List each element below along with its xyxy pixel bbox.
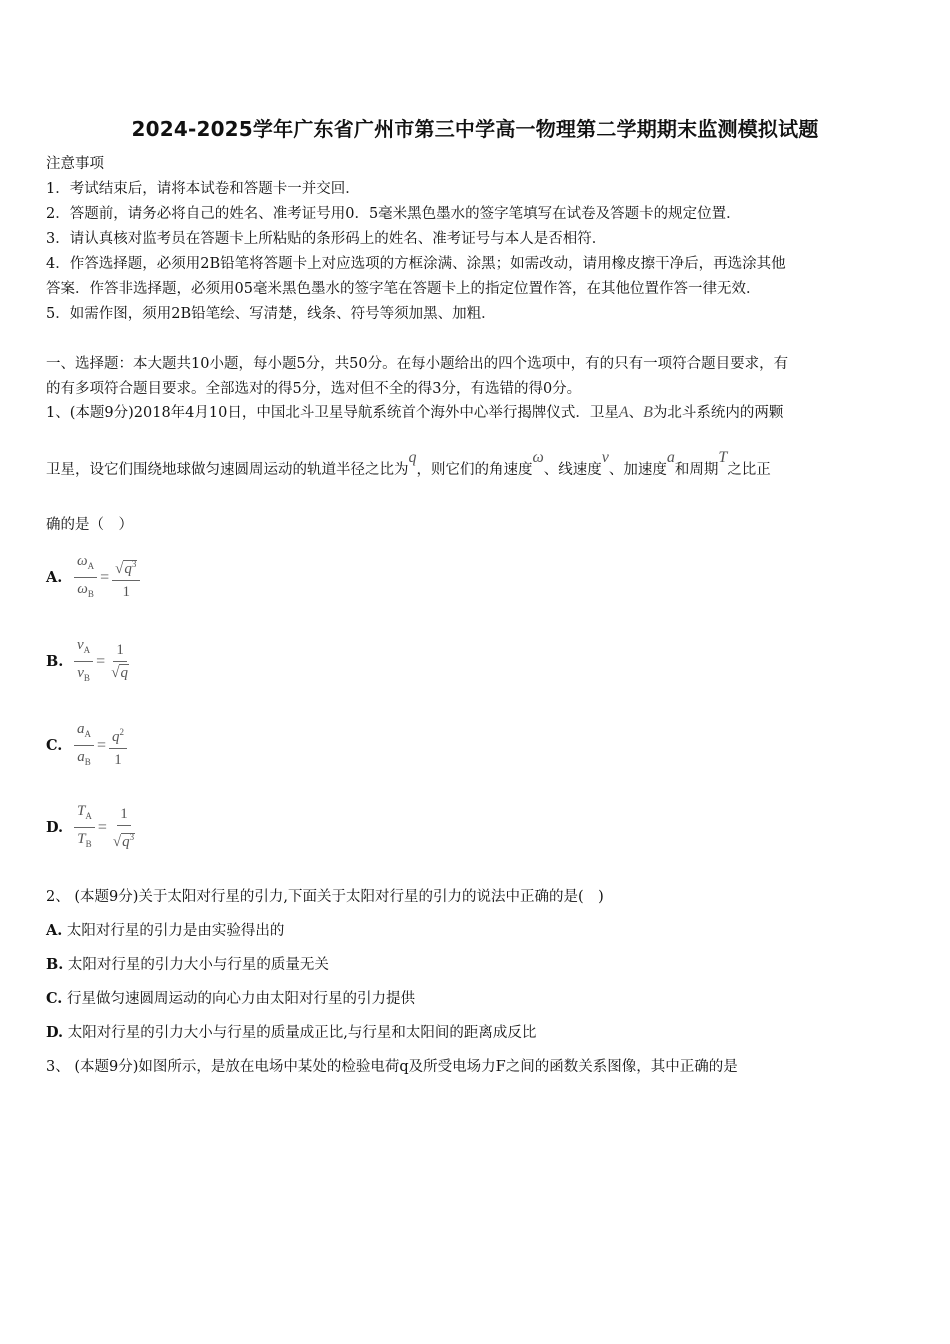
option-label: A. [46, 569, 63, 586]
question-1-stem-line-2 [46, 449, 771, 479]
formula-lhs: $\frac{a_A}{a_B}$ [74, 720, 94, 771]
option-label: D. [46, 819, 64, 836]
question-3-stem: 3、 (本题9分)如图所示，是放在电场中某处的检验电荷q及所受电场力F之间的函数关系图像，其中正确的是 [46, 1059, 738, 1075]
notice-item-1: 1．考试结束后，请将本试卷和答题卡一并交回． [46, 181, 360, 197]
formula-lhs: $\frac{T_A}{T_B}$ [74, 802, 95, 853]
notice-item-3: 3．请认真核对监考员在答题卡上所粘贴的条形码上的姓名、准考证号与本人是否相符． [46, 231, 607, 247]
formula-rhs: $\frac{1}{√q^3}$ [112, 805, 135, 850]
var-q: q [408, 449, 417, 466]
notice-item-5: 5．如需作图，须用2B铅笔绘、写清楚，线条、符号等须加黑、加粗． [46, 306, 496, 322]
option-text: 太阳对行星的引力大小与行星的质量无关 [67, 957, 329, 973]
var-a: a [666, 449, 675, 466]
section-1-intro-cont: 的有多项符合题目要求。全部选对的得5分，选对但不全的得3分，有选错的得0分。 [46, 381, 582, 397]
var-v: v [601, 449, 609, 466]
option-label: D. [46, 1024, 64, 1041]
formula-rhs: $\frac{√q^3}{1}$ [112, 555, 140, 601]
var-omega: ω [532, 449, 544, 466]
section-1-intro: 一、选择题：本大题共10小题，每小题5分，共50分。在每小题给出的四个选项中，有的只有一项符合题目要求，有 [46, 356, 789, 372]
q1-option-c[interactable]: C. $\frac{a_A}{a_B}$ = $\frac{q^2}{1}$ [46, 720, 127, 771]
q1-text-e: 、线速度 [543, 462, 602, 478]
option-text: 太阳对行星的引力是由实验得出的 [66, 923, 285, 939]
q1-option-a[interactable]: A. $\frac{\omega_A}{\omega_B}$ = $\frac{√q^3}{1}$ [46, 552, 140, 603]
formula-rhs: $\frac{q^2}{1}$ [109, 723, 127, 769]
q2-option-d[interactable] [46, 1021, 536, 1042]
formula-lhs: $\frac{\omega_A}{\omega_B}$ [74, 552, 97, 603]
q2-option-c[interactable] [46, 987, 415, 1008]
q1-option-b[interactable]: B. $\frac{v_A}{v_B}$ = $\frac{1}{√q}$ [46, 636, 132, 687]
question-1-stem-line-3: 确的是（ ） [46, 517, 133, 533]
page-title: 2024-2025学年广东省广州市第三中学高一物理第二学期期末监测模拟试题 [131, 117, 819, 141]
notice-item-4-cont: 答案．作答非选择题，必须用05毫米黑色墨水的签字笔在答题卡上的指定位置作答，在其他位置作答一律无效． [46, 281, 761, 297]
option-label: A. [46, 922, 63, 939]
q1-text-h: 之比正 [727, 462, 771, 478]
question-2-stem: 2、 (本题9分)关于太阳对行星的引力,下面关于太阳对行星的引力的说法中正确的是( ) [46, 889, 604, 905]
option-text: 太阳对行星的引力大小与行星的质量成正比,与行星和太阳间的距离成反比 [67, 1025, 537, 1041]
option-text: 行星做匀速圆周运动的向心力由太阳对行星的引力提供 [66, 991, 415, 1007]
option-label: B. [46, 653, 64, 670]
notice-item-4: 4．作答选择题，必须用2B铅笔将答题卡上对应选项的方框涂满、涂黑；如需改动，请用橡皮擦干净后，再选涂其他 [46, 256, 786, 272]
q1-sep: 、 [628, 405, 644, 421]
q1-text-f: 、加速度 [608, 462, 667, 478]
q1-text-g: 和周期 [674, 462, 719, 478]
q1-text-a: 1、(本题9分)2018年4月10日，中国北斗卫星导航系统首个海外中心举行揭牌仪式．卫星 [46, 405, 619, 421]
var-T: T [718, 449, 728, 466]
q1-text-d: ，则它们的角速度 [416, 462, 533, 478]
formula-lhs: $\frac{v_A}{v_B}$ [74, 636, 93, 687]
q1-option-d[interactable]: D. $\frac{T_A}{T_B}$ = $\frac{1}{√q^3}$ [46, 802, 138, 853]
q1-text-c: 卫星，设它们围绕地球做匀速圆周运动的轨道半径之比为 [46, 462, 409, 478]
notice-heading: 注意事项 [46, 156, 104, 172]
q2-option-b[interactable] [46, 953, 329, 974]
option-label: B. [46, 956, 64, 973]
var-A: A [618, 404, 629, 421]
formula-rhs: $\frac{1}{√q}$ [111, 642, 128, 681]
question-1-stem-line-1 [46, 401, 783, 422]
q1-text-b: 为北斗系统内的两颗 [652, 405, 784, 421]
var-B: B [643, 404, 653, 421]
q2-option-a[interactable] [46, 919, 284, 940]
notice-item-2: 2．答题前，请务必将自己的姓名、准考证号用0．5毫米黑色墨水的签字笔填写在试卷及答题卡的规定位置． [46, 206, 741, 222]
option-label: C. [46, 737, 63, 754]
option-label: C. [46, 990, 63, 1007]
